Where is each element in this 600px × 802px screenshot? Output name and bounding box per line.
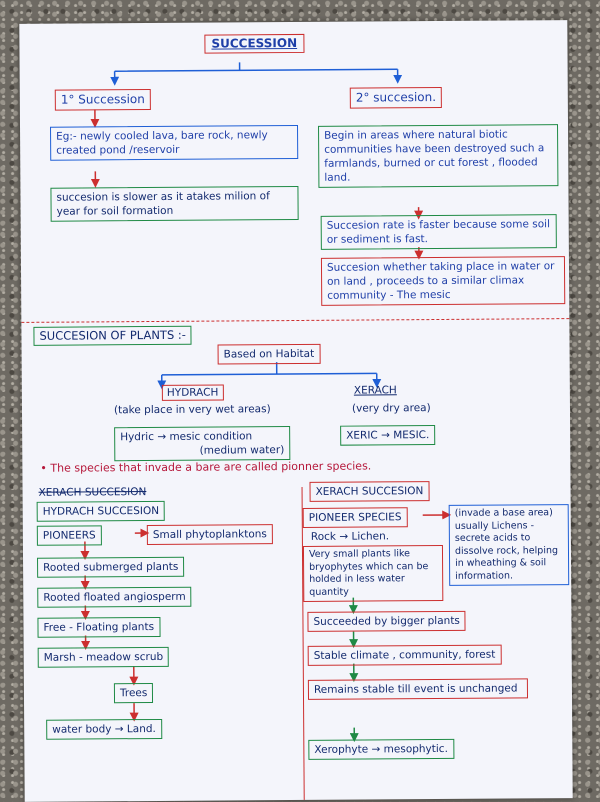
primary-example: Eg:- newly cooled lava, bare rock, newly created pond /reservoir (56, 129, 268, 157)
hydrach-note: (take place in very wet areas) (113, 403, 271, 417)
small-plants-box (303, 545, 443, 602)
hydrach-step-1 (37, 557, 184, 578)
plants-heading: SUCCESION OF PLANTS :- (39, 327, 186, 343)
pioneer-definition: • The species that invade a bare are called pionner species. (40, 459, 372, 475)
hydrach-step-3-text: Free - Floating plants (43, 620, 155, 634)
notebook-page (19, 20, 572, 802)
pioneers-example: Small phytoplanktons (152, 528, 267, 542)
title-box (204, 34, 304, 54)
primary-heading-box (55, 89, 151, 111)
rock-lichen: Rock → Lichen. (310, 530, 390, 543)
xerach-step-1 (307, 611, 466, 632)
pioneer-species: PIONEER SPECIES (308, 511, 402, 524)
xerach-title: XERACH SUCCESION (315, 485, 424, 498)
secondary-rate-box (321, 214, 557, 250)
secondary-climax-box (321, 256, 565, 306)
habitat-box (218, 344, 321, 365)
xerach-step-3 (308, 678, 528, 700)
xerach-step-2 (308, 645, 502, 666)
pioneers-label: PIONEERS (42, 529, 96, 542)
hydrach-step-2 (37, 587, 191, 608)
secondary-begin: Begin in areas where natural biotic communities have been destroyed such a farmlands, burned or cut forest , flooded land. (324, 128, 545, 184)
secondary-rate: Succesion rate is faster because some soil or sediment is fast. (326, 218, 551, 246)
xerach-step-1-text: Succeeded by bigger plants (313, 614, 460, 628)
hydrach-step-4-text: Marsh - meadow scrub (43, 650, 164, 664)
secondary-heading-box (350, 87, 442, 109)
secondary-climax: Succesion whether taking place in water or on land , proceeds to a similar climax community - The mesic (326, 260, 555, 302)
hydric-flow-sub: (medium water) (199, 444, 285, 457)
xerach-title-box (309, 481, 429, 502)
hydric-flow-box (114, 426, 290, 461)
struck-heading: XERACH SUCCESION (38, 486, 147, 499)
pioneers-example-box (147, 524, 273, 545)
plants-heading-box (33, 326, 192, 346)
xerach-step-4 (308, 739, 454, 760)
hydrach-label-box (162, 385, 224, 401)
hydrach-step-5-text: Trees (119, 687, 148, 700)
xerach-step-2-text: Stable climate , community, forest (313, 648, 496, 662)
hydrach-step-6 (46, 719, 162, 740)
page-title: SUCCESSION (211, 35, 298, 51)
hydrach-step-4 (38, 647, 170, 668)
xerach-label: XERACH (353, 384, 397, 397)
hydrach-step-3 (37, 617, 160, 638)
xeric-flow-box (340, 425, 435, 446)
primary-rate: succesion is slower as it atakes milion of year for soil formation (56, 190, 270, 218)
secondary-begin-box (318, 124, 558, 188)
hydric-flow: Hydric → mesic condition (120, 430, 253, 444)
primary-heading: 1° Succession (60, 92, 145, 107)
xerach-step-4-text: Xerophyte → mesophytic. (314, 742, 448, 756)
xerach-step-3-text: Remains stable till event is unchanged (313, 682, 518, 696)
hydrach-step-6-text: water body → Land. (52, 722, 156, 736)
secondary-heading: 2° succesion. (355, 90, 437, 105)
pioneer-note-box (449, 504, 570, 586)
habitat-label: Based on Habitat (223, 347, 315, 361)
hydrach-title: HYDRACH SUCCESION (42, 504, 160, 518)
hydrach-step-1-text: Rooted submerged plants (43, 560, 179, 574)
pioneer-note: (invade a base area) usually Lichens - secrete acids to dissolve rock, helping in wheathing & soil information. (454, 507, 559, 582)
primary-example-box (50, 125, 298, 161)
primary-rate-box (50, 186, 298, 222)
xerach-note: (very dry area) (351, 402, 431, 415)
xeric-flow: XERIC → MESIC. (346, 429, 430, 442)
hydrach-title-box (37, 501, 165, 522)
small-plants: Very small plants like bryophytes which can be holded in less water quantity (308, 548, 429, 598)
hydrach-step-5 (114, 683, 153, 703)
pioneers-box (37, 525, 102, 545)
pioneer-species-box (303, 507, 408, 528)
hydrach-label: HYDRACH (166, 386, 219, 399)
hydrach-step-2-text: Rooted floated angiosperm (43, 590, 186, 604)
